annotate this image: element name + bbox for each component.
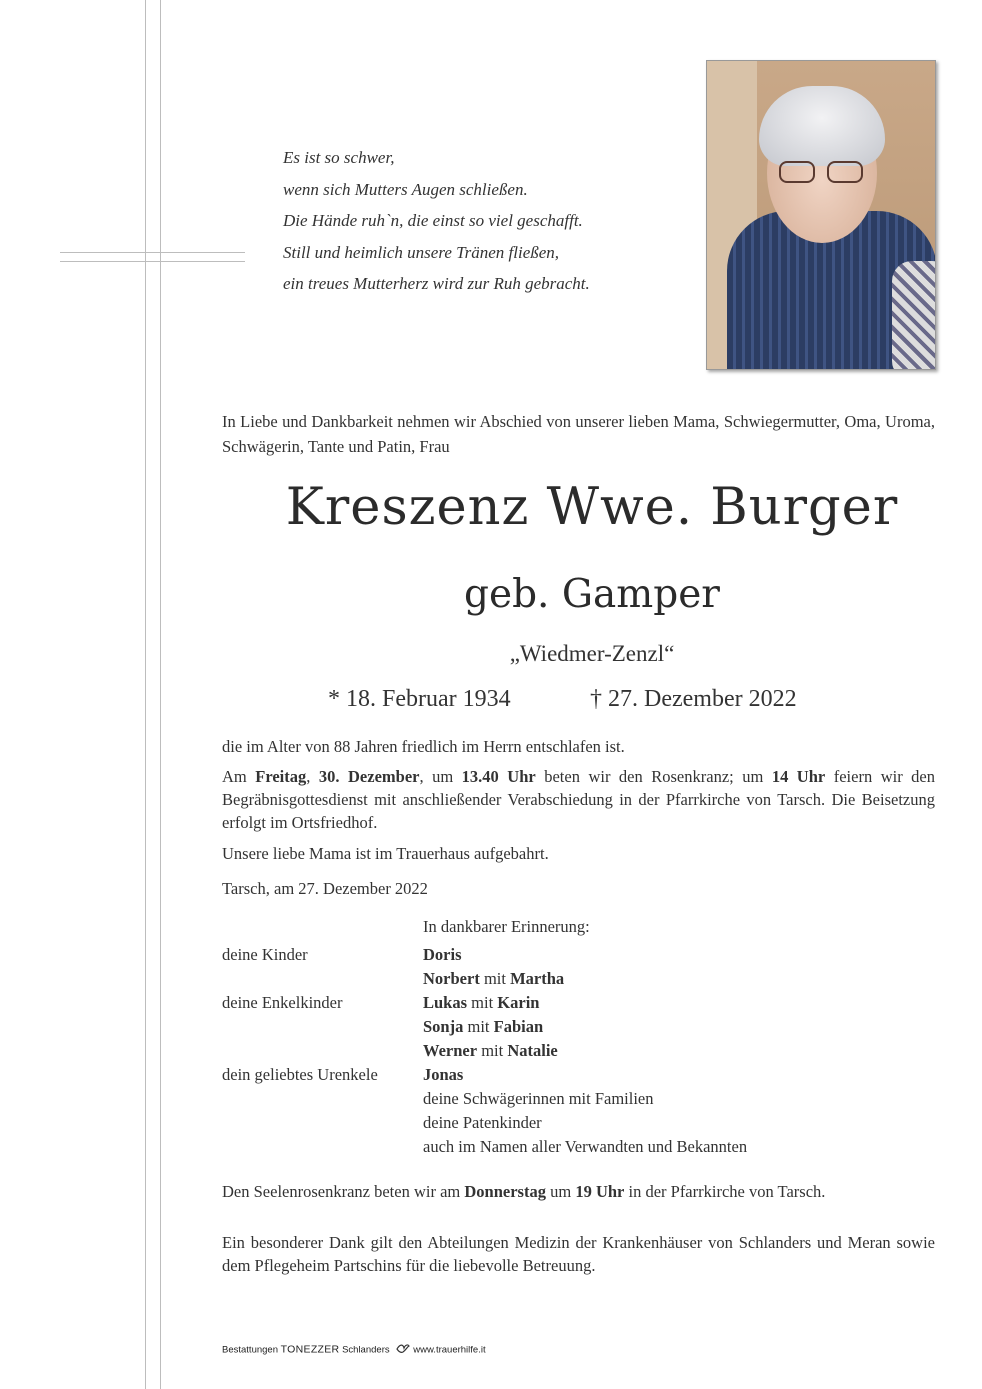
service-paragraph: Am Freitag, 30. Dezember, um 13.40 Uhr beten wir den Rosenkranz; um 14 Uhr feiern wir den Begräbnisgottesdienst mit anschließender Verabschiedung in der Pfarrkirche von Tarsch. Die Beisetzung erfolgt im Ortsfriedhof.: [222, 767, 936, 832]
lying-in-state: Unsere liebe Mama ist im Trauerhaus aufgebahrt.: [222, 844, 549, 863]
mourner-others: auch im Namen aller Verwandten und Bekannten: [423, 1137, 748, 1156]
nickname: „Wiedmer-Zenzl“: [509, 641, 675, 666]
footer-url: www.trauerhilfe.it: [413, 1344, 486, 1356]
birth-date: * 18. Februar 1934: [328, 686, 511, 712]
mourner-others: deine Patenkinder: [423, 1113, 542, 1132]
poem-line: ein treues Mutterherz wird zur Ruh gebracht.: [283, 274, 590, 293]
poem: [283, 142, 590, 300]
place-date: Tarsch, am 27. Dezember 2022: [222, 879, 428, 898]
cross-intersection: [146, 253, 160, 261]
mourner-others: deine Schwägerinnen mit Familien: [423, 1089, 654, 1108]
thanks-paragraph: Ein besonderer Dank gilt den Abteilungen Medizin der Krankenhäuser von Schlanders und Meran sowie dem Pflegeheim Partschins für die liebevolle Betreuung.: [222, 1233, 935, 1275]
cross-vertical-beam: [145, 0, 161, 1389]
mourner-couple: Werner mit Natalie: [423, 1041, 558, 1060]
maiden-name: geb. Gamper: [464, 572, 720, 617]
children-label: deine Kinder: [222, 945, 308, 964]
poem-line: Es ist so schwer,: [283, 148, 395, 167]
dove-logo-icon: [396, 1343, 410, 1357]
greatgrandchild-label: dein geliebtes Urenkele: [222, 1065, 378, 1084]
mourner-couple: Lukas mit Karin: [423, 993, 540, 1012]
poem-line: Still und heimlich unsere Tränen fließen,: [283, 242, 560, 262]
mourner-name: Jonas: [423, 1065, 464, 1084]
death-date: † 27. Dezember 2022: [590, 686, 797, 712]
footer: Bestattungen TONEZZER Schlanders www.trauerhilfe.it: [222, 1343, 486, 1356]
portrait-photo: [706, 60, 936, 370]
poem-line: wenn sich Mutters Augen schließen.: [283, 179, 528, 199]
mourner-couple: Sonja mit Fabian: [423, 1017, 544, 1036]
rosary-paragraph: Den Seelenrosenkranz beten wir am Donnerstag um 19 Uhr in der Pfarrkirche von Tarsch.: [222, 1182, 826, 1201]
funeral-home-brand: TONEZZER: [280, 1343, 340, 1356]
mourner-couple: Norbert mit Martha: [423, 969, 565, 988]
deceased-name: Kreszenz Wwe. Burger: [285, 478, 899, 537]
mourners-heading: In dankbarer Erinnerung:: [423, 917, 590, 936]
poem-line: Die Hände ruh`n, die einst so viel geschafft.: [283, 211, 583, 230]
mourner-name: Doris: [423, 945, 462, 964]
age-line: die im Alter von 88 Jahren friedlich im Herrn entschlafen ist.: [222, 737, 625, 756]
grandchildren-label: deine Enkelkinder: [222, 993, 343, 1012]
intro-text: In Liebe und Dankbarkeit nehmen wir Abschied von unserer lieben Mama, Schwiegermutter, Oma, Uroma, Schwägerin, Tante und Patin, Frau: [222, 412, 935, 456]
